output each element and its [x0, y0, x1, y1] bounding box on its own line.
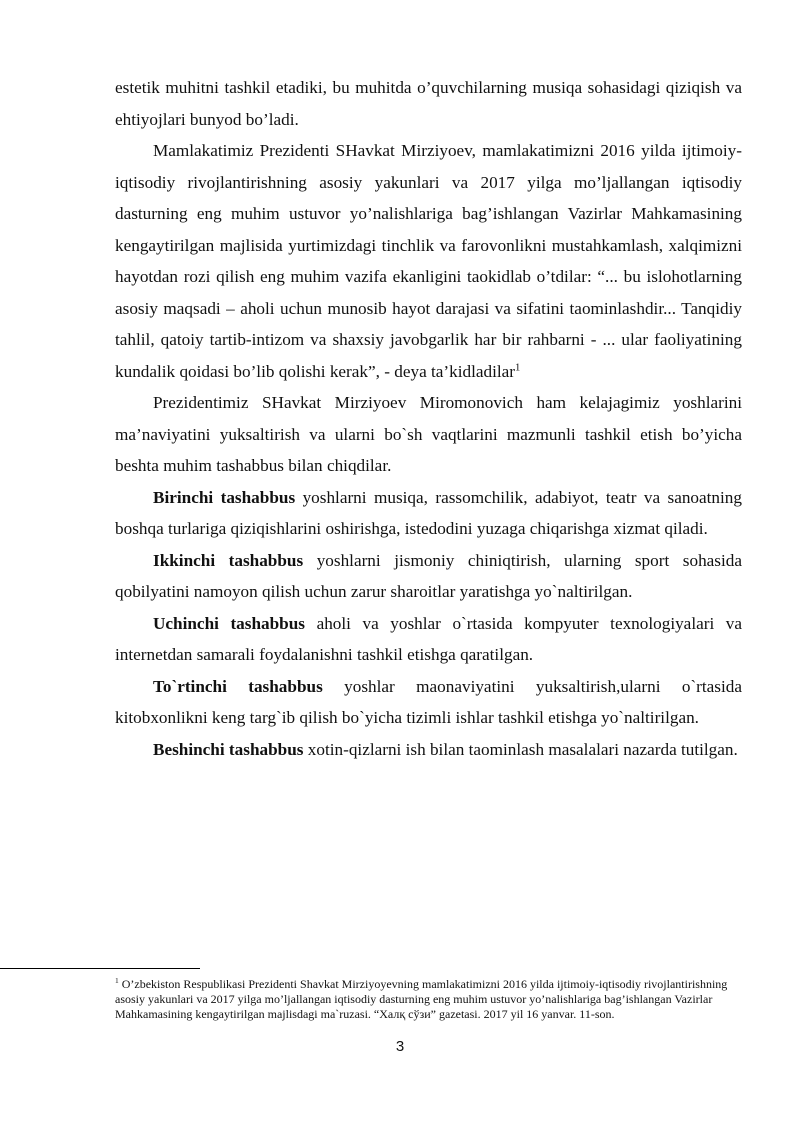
paragraph-text: aholi va yoshlar o`rtasida kompyuter texnologiyalari va internetdan samarali foydalanishni tashkil etishga qaratilgan.	[115, 613, 743, 664]
paragraph-intro	[115, 72, 742, 135]
initiative-heading: Ikkinchi tashabbus	[153, 550, 304, 570]
paragraph-initiative-4	[115, 671, 742, 734]
footnote-marker: 1	[115, 976, 119, 985]
paragraph-text: estetik muhitni tashkil etadiki, bu muhitda o’quvchilarning musiqa sohasidagi qiziqish va ehtiyojlari bunyod bo’ladi.	[115, 78, 742, 129]
paragraph-initiative-1	[115, 482, 742, 545]
paragraph-text: Prezidentimiz SHavkat Mirziyoev Miromonovich ham kelajagimiz yoshlarini ma’naviyatini yuksaltirish va ularni bo`sh vaqtlarini mazmunli tashkil etish bo’yicha beshta muhim tashabbus bilan chiqdilar.	[115, 393, 742, 475]
paragraph-text: xotin-qizlarni ish bilan taominlash masalalari nazarda tutilgan.	[303, 739, 738, 759]
paragraph-text: yoshlarni musiqa, rassomchilik, adabiyot, teatr va sanoatning boshqa turlariga qiziqishlarini oshirishga, istedodini yuzaga chiqarishga xizmat qiladi.	[115, 487, 742, 538]
paragraph-initiative-5	[115, 734, 742, 766]
paragraph-initiative-3	[115, 608, 742, 671]
page-number: 3	[395, 1038, 405, 1055]
initiative-heading: To`rtinchi tashabbus	[153, 676, 323, 696]
body-text	[115, 72, 742, 765]
footnote-reference[interactable]: 1	[514, 361, 521, 373]
paragraph-president-speech	[115, 135, 742, 387]
paragraph-text: yoshlarni jismoniy chiniqtirish, ularning sport sohasida qobilyatini namoyon qilish uchun zarur sharoitlar yaratishga yo`naltirilgan.	[115, 550, 742, 601]
initiative-heading: Uchinchi tashabbus	[153, 613, 305, 633]
footnotes	[115, 977, 742, 1022]
initiative-heading: Beshinchi tashabbus	[153, 739, 304, 759]
paragraph-initiative-2	[115, 545, 742, 608]
paragraph-text: Mamlakatimiz Prezidenti SHavkat Mirziyoev, mamlakatimizni 2016 yilda ijtimoiy-iqtisodiy rivojlantirishning asosiy yakunlari va 2017 yilga mo’ljallangan iqtisodiy dasturning eng muhim ustuvor yo’nalishlariga bag’ishlangan Vazirlar Mahkamasining kengaytirilgan majlisida yurtimizdagi tinchlik va farovonlikni mustahkamlash, xalqimizni hayotdan rozi qilish eng muhim vazifa ekanligini taokidlab o’tdilar: “... bu islohotlarning asosiy maqsadi – aholi uchun munosib hayot darajasi va sifatini taominlashdir... Tanqidiy tahlil, qatoiy tartib-intizom va shaxsiy javobgarlik har bir rahbarni - ... ular faoliyatining kundalik qoidasi bo’lib qolishi kerak”, - deya ta’kidladilar	[115, 141, 742, 381]
footnote-divider	[0, 968, 200, 969]
footnote-text: O’zbekiston Respublikasi Prezidenti Shavkat Mirziyoyevning mamlakatimizni 2016 yilda ijtimoiy-iqtisodiy rivojlantirishning asosiy yakunlari va 2017 yilga mo’ljallangan iqtisodiy dasturning eng muhim ustuvor yo’nalishlariga bag’ishlangan Vazirlar Mahkamasining kengaytirilgan majlisdagi ma`ruzasi. “Халқ сўзи” gazetasi. 2017 yil 16 yanvar. 11-son.	[115, 977, 728, 1021]
paragraph-text: yoshlar maonaviyatini yuksaltirish,ularni o`rtasida kitobxonlikni keng targ`ib qilish bo`yicha tizimli ishlar tashkil etishga yo`naltirilgan.	[115, 676, 742, 727]
paragraph-five-initiatives	[115, 387, 742, 482]
footnote-1	[115, 977, 742, 1022]
initiative-heading: Birinchi tashabbus	[153, 487, 296, 507]
